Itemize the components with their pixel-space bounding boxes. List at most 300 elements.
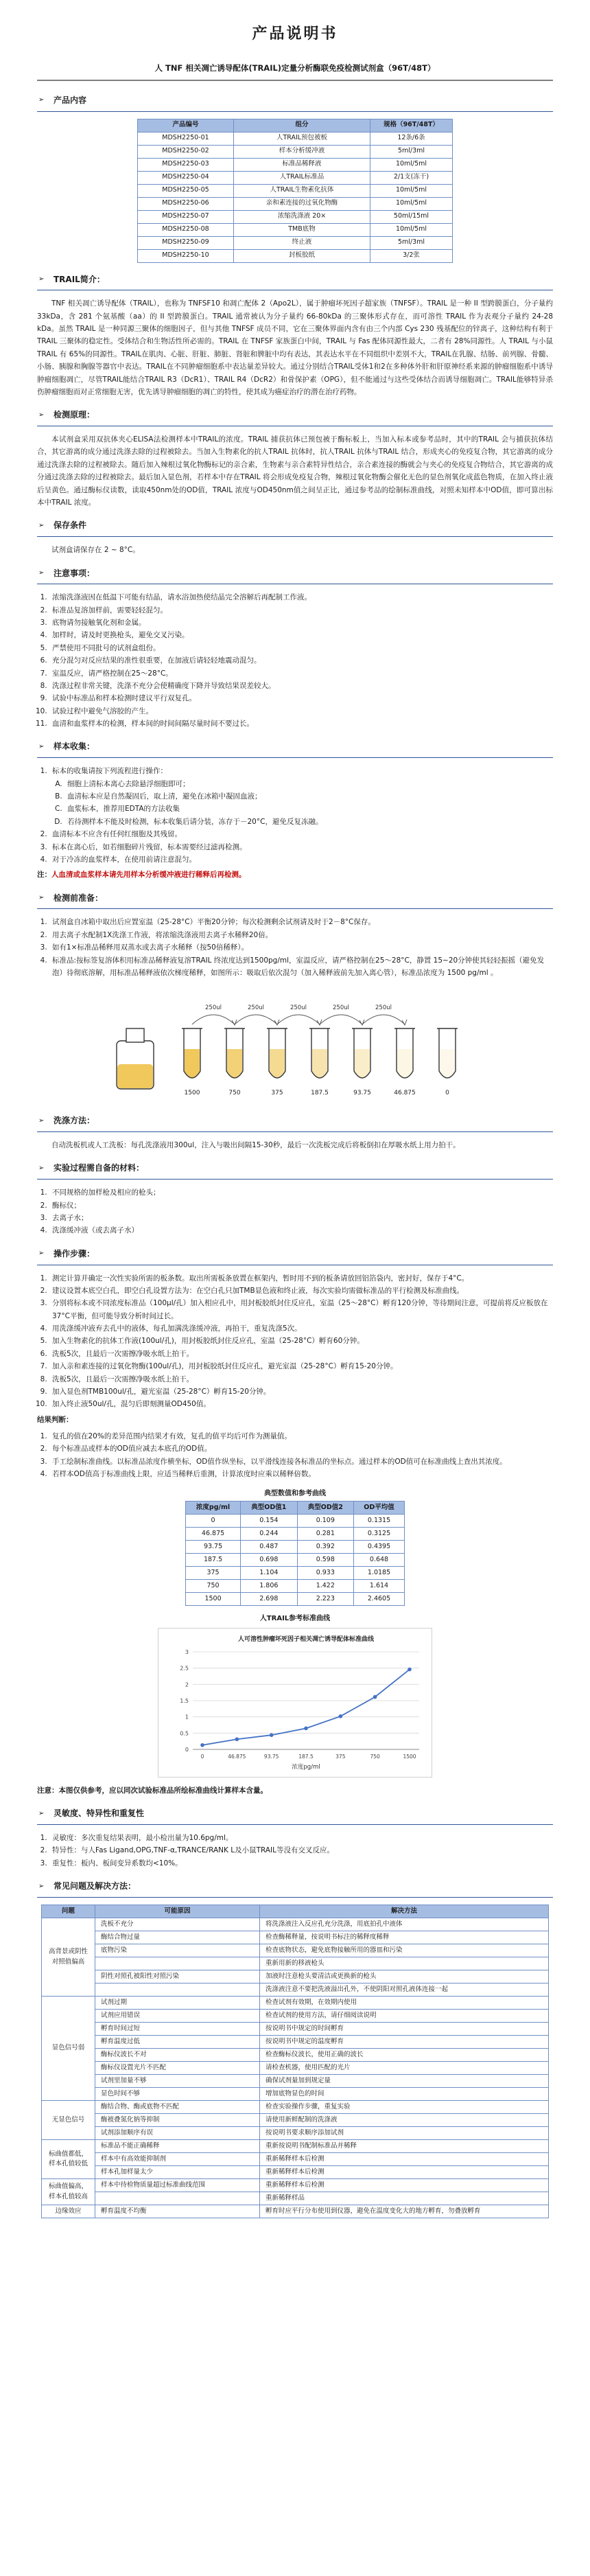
- section-divider: [37, 757, 553, 758]
- solution-cell: 加液时注意枪头要清洁或更换新的枪头: [260, 1970, 549, 1983]
- transfer-volume-label: 250ul: [375, 1004, 392, 1012]
- section-divider: [37, 1179, 553, 1180]
- cause-cell: 孵育时间过短: [95, 2023, 260, 2036]
- y-tick-label: 1.5: [180, 1697, 189, 1704]
- y-tick-label: 2: [185, 1681, 189, 1688]
- table-cell: MDSH2250-10: [138, 249, 234, 262]
- table-cell: 0.281: [297, 1528, 353, 1541]
- performance-list: [49, 1832, 553, 1870]
- solution-cell: 按说明书中规定的时间孵育: [260, 2023, 549, 2036]
- solution-cell: 按说明书要求顺序添加试剂: [260, 2127, 549, 2140]
- table-row: [138, 197, 453, 210]
- section-title: 产品内容: [54, 95, 87, 105]
- list-item: 1. 灵敏度：多次重复结果表明，最小检出量为10.6pg/ml。: [49, 1832, 553, 1844]
- cause-cell: [95, 1983, 260, 1997]
- transfer-volume-label: 250ul: [333, 1004, 349, 1012]
- problem-cell: 无显色信号: [42, 2101, 95, 2140]
- section-title: 保存条件: [54, 520, 87, 531]
- intro-paragraph: TNF 相关凋亡诱导配体（TRAIL），也称为 TNFSF10 和凋亡配体 2（Apo2L），属于肿瘤坏死因子超家族（TNFSF）。TRAIL 是一种 II 型跨膜蛋白，分子量约 33kDa，含 281 个氨基酸（aa）的 II 型跨膜蛋白。TRAIL 通常被认为分子量约 66-80kDa 的三聚体形式存在，而可溶性 TRAIL 作为表观分子量约 24-28 kDa。虽然 TRAIL 是一种同源三聚体的细胞因子，但与其他 TNFSF 成员不同，它在三聚体界面内含有由三个内部 Cys 230 残基配位的锌离子，这种结构有利于 TRAIL 三聚体的稳定性。受体结合和生物活性所必需的。TRAIL 在 TNFSF 家族蛋白中间，TRAIL 与 Fas 配体同源性最大，二者有 28%同源性。人 TRAIL 与小鼠 TRAIL 有 65%的同源性。TRAIL在肌肉、心脏、肝脏、肺脏、肾脏和脾脏中均有表达，其表达水平在不同组织中差别不大，TRAIL在乳腺、结肠、前列腺、骨髓、小肠、胰腺和胸腺等器官中表达。TRAIL在不同肿瘤细胞系中表达量差异较大。通过分别结合TRAIL受体1和2在多种体外肝和肝原神经系来源的肿瘤细胞系中诱导肿瘤细胞凋亡，尽管TRAIL能结合TRAIL R3（DcR1）、TRAIL R4（DcR2）和骨保护素（OPG），但不能通过与这些受体结合而诱导细胞凋亡。TRAIL能够特异杀伤肿瘤细胞而对正常细胞无害，优先诱导肿瘤细胞的凋亡的特性，使其成为癌症治疗的潜在治疗药物。: [37, 299, 553, 396]
- table-cell: 0.933: [297, 1567, 353, 1580]
- table-cell: 0.109: [297, 1515, 353, 1528]
- notes-list: [49, 591, 553, 730]
- tube-concentration-label: 46.875: [394, 1090, 416, 1097]
- table-row: [42, 2153, 549, 2166]
- section-title: 检测前准备：: [54, 893, 104, 903]
- section-title: 实验过程需自备的材料：: [54, 1163, 145, 1173]
- table-row: [42, 1970, 549, 1983]
- list-item: 4. 洗涤缓冲液（或去离子水）: [49, 1224, 553, 1237]
- tube-concentration-label: 1500: [184, 1090, 200, 1097]
- list-item: 3. 标本在离心后，如若细胞碎片残留，标本需要经过滤再检测。: [49, 841, 553, 853]
- data-point: [373, 1694, 377, 1699]
- table-row: [42, 2075, 549, 2088]
- list-item: C. 血浆标本，推荐用EDTA的方法收集: [64, 803, 553, 815]
- cause-cell: 标准品不能正确稀释: [95, 2140, 260, 2153]
- solution-cell: 重新用新的移液枪头: [260, 1957, 549, 1970]
- table-cell: 46.875: [186, 1528, 241, 1541]
- list-item: A. 细胞上清标本离心去除悬浮细胞即可；: [64, 778, 553, 790]
- list-item: 8. 洗涤过程非常关键，洗涤不充分会使精确度下降并导致结果误差较大。: [49, 680, 553, 692]
- chart-note: 注意：本图仅供参考，应以同次试验标准品所绘标准曲线计算样本含量。: [37, 1786, 268, 1795]
- list-item: 3. 手工绘制标准曲线。以标准品浓度作横坐标，OD值作纵坐标，以平滑线连接各标准品的坐标点。通过样本的OD值可在标准曲线上查出其浓度。: [49, 1456, 553, 1468]
- section-title: 注意事项：: [54, 568, 95, 578]
- tube-liquid: [227, 1049, 242, 1078]
- table-row: [138, 145, 453, 158]
- table-cell: 3/2张: [370, 249, 453, 262]
- section-contents: [38, 95, 553, 106]
- column-header: 问题: [42, 1905, 95, 1918]
- x-axis-title: 浓度pg/ml: [292, 1763, 320, 1771]
- table-cell: 人TRAIL标准品: [234, 171, 370, 184]
- steps-list: [49, 1272, 553, 1411]
- chart-title: 人可溶性肿瘤坏死因子相关凋亡诱导配体标准曲线: [237, 1635, 375, 1643]
- troubleshooting-table: [41, 1905, 549, 2218]
- cause-cell: 孵育温度过低: [95, 2036, 260, 2049]
- section-performance: [38, 1808, 553, 1819]
- section-intro: [38, 274, 553, 286]
- list-item: 9. 试验中标准品和样本检测时建议平行双复孔。: [49, 692, 553, 704]
- table-cell: 浓缩洗涤液 20×: [234, 210, 370, 223]
- list-item: 1. 标本的收集请按下列流程进行操作： A. 细胞上清标本离心去除悬浮细胞即可； B. 血清标本应是自然凝固后，取上清，避免在冰箱中凝固血液； C. 血浆标本，推荐用EDTA的方法收集 D. 若待测样本不能及时检测，标本收集后请分装，冻存于－20°C，避免反复冻融。: [49, 765, 553, 828]
- data-point: [270, 1733, 274, 1737]
- x-tick-label: 46.875: [228, 1753, 246, 1760]
- table-cell: 10ml/5ml: [370, 184, 453, 197]
- section-prep: [38, 893, 553, 904]
- solution-cell: 按说明书中规定的温度孵育: [260, 2036, 549, 2049]
- section-materials: [38, 1162, 553, 1174]
- list-item: 1. 复孔的值在20%的差异范围内结果才有效，复孔的值平均后可作为测量值。: [49, 1430, 553, 1442]
- bottle-liquid: [117, 1064, 153, 1088]
- section-arrow-icon: ➢: [38, 1164, 45, 1172]
- section-arrow-icon: ➢: [38, 1250, 45, 1258]
- data-point: [304, 1726, 308, 1730]
- list-item: 1. 不同规格的加样枪及相应的枪头；: [49, 1186, 553, 1199]
- list-item: 3. 重复性：板内、板间变异系数均<10%。: [49, 1857, 553, 1870]
- table-row: [138, 132, 453, 145]
- table-cell: 10ml/5ml: [370, 158, 453, 171]
- cause-cell: 阴性对照孔被阳性对照污染: [95, 1970, 260, 1983]
- y-tick-label: 2.5: [180, 1665, 189, 1672]
- cause-cell: 酶结合物过量: [95, 1931, 260, 1944]
- transfer-volume-label: 250ul: [248, 1004, 264, 1012]
- chart-canvas: [158, 1629, 433, 1773]
- cause-cell: 酶标仪设置光片不匹配: [95, 2062, 260, 2075]
- table-row: [42, 2101, 549, 2114]
- table-row: [138, 210, 453, 223]
- cause-cell: 显色时间不够: [95, 2088, 260, 2101]
- solution-cell: 确保试剂量加到规定量: [260, 2075, 549, 2088]
- table-row: [42, 2205, 549, 2218]
- problem-cell: 标曲值偏高，样本孔值较高: [42, 2179, 95, 2205]
- solution-cell: 请检查机器，使用匹配的光片: [260, 2062, 549, 2075]
- table-row: [42, 2010, 549, 2023]
- cause-cell: 试剂过期: [95, 1997, 260, 2010]
- solution-cell: 检查酶标仪波长，使用正确的波长: [260, 2049, 549, 2062]
- column-header: 产品编号: [138, 119, 234, 132]
- solution-cell: 洗涤液注意不要把洗液溢出孔外，不使阴阳对照孔液体连接一起: [260, 1983, 549, 1997]
- solution-cell: 请使用新鲜配制的洗涤液: [260, 2114, 549, 2127]
- table-cell: 0.4395: [354, 1541, 405, 1554]
- section-divider: [37, 536, 553, 537]
- data-point: [200, 1743, 204, 1747]
- serial-dilution-diagram: [103, 987, 487, 1104]
- section-title: 操作步骤：: [54, 1248, 95, 1258]
- list-item: 2. 酶标仪；: [49, 1199, 553, 1212]
- table-cell: 10ml/5ml: [370, 223, 453, 236]
- list-item: 1. 测定计算并确定一次性实验所需的板条数。取出所需板条放置在框架内，暂时用不到的板条请放回铝箔袋内，密封好，保存于4°C。: [49, 1272, 553, 1285]
- list-item: 7. 室温反应，请严格控制在25～28°C。: [49, 667, 553, 680]
- standard-values-table: [185, 1501, 405, 1606]
- x-tick-label: 750: [370, 1753, 380, 1760]
- table-cell: 375: [186, 1567, 241, 1580]
- column-header: 典型OD值1: [241, 1502, 297, 1515]
- table-cell: 2.4605: [354, 1593, 405, 1606]
- table-cell: 5ml/3ml: [370, 236, 453, 249]
- tube-concentration-label: 375: [271, 1090, 283, 1097]
- section-arrow-icon: ➢: [38, 96, 45, 104]
- table-cell: 0.698: [241, 1554, 297, 1567]
- table-row: [42, 2114, 549, 2127]
- section-steps: [38, 1248, 553, 1260]
- sample-list: [49, 765, 553, 866]
- document-subtitle: 人 TNF 相关凋亡诱导配体(TRAIL)定量分析酶联免疫检测试剂盒（96T/48T）: [37, 61, 553, 81]
- cause-cell: [95, 2192, 260, 2205]
- table-row: [42, 1957, 549, 1970]
- table-cell: 2/1支(冻干): [370, 171, 453, 184]
- table-cell: 1500: [186, 1593, 241, 1606]
- table-cell: 0.392: [297, 1541, 353, 1554]
- section-storage: [38, 520, 553, 531]
- sample-warning: 注：人血清或血浆样本请先用样本分析缓冲液进行稀释后再检测。: [37, 871, 246, 879]
- list-item: D. 若待测样本不能及时检测，标本收集后请分装，冻存于－20°C，避免反复冻融。: [64, 816, 553, 828]
- solution-cell: 增加底物显色的时间: [260, 2088, 549, 2101]
- list-item: 1. 试剂盒自冰箱中取出后应置室温（25-28°C）平衡20分钟；每次检测剩余试剂请及时于2－8°C保存。: [49, 916, 553, 928]
- list-item: 5. 加入生物素化的抗体工作液(100ul/孔)，用封板胶纸封住反应孔，室温（25-28°C）孵育60分钟。: [49, 1335, 553, 1347]
- list-item: 4. 若样本OD值高于标准曲线上限，应适当稀释后重测，计算浓度时应乘以稀释倍数。: [49, 1468, 553, 1480]
- problem-cell: 边缘效应: [42, 2205, 95, 2218]
- table-cell: 人TRAIL预包被板: [234, 132, 370, 145]
- transfer-arrow: [192, 1015, 235, 1024]
- table-row: [186, 1567, 405, 1580]
- table-row: [42, 2023, 549, 2036]
- document-title: 产品说明书: [252, 25, 338, 43]
- section-title: 检测原理：: [54, 410, 95, 420]
- table-cell: MDSH2250-03: [138, 158, 234, 171]
- standard-curve-chart: [158, 1628, 432, 1778]
- solution-cell: 检查试剂有效期，在效期内使用: [260, 1997, 549, 2010]
- cause-cell: [95, 1957, 260, 1970]
- column-header: 规格（96T/48T）: [370, 119, 453, 132]
- solution-cell: 重新稀释样本后检测: [260, 2166, 549, 2179]
- section-sample: [38, 741, 553, 752]
- list-item: 1. 浓缩洗涤液因在低温下可能有结晶，请水浴加热使结晶完全溶解后再配制工作液。: [49, 591, 553, 603]
- cause-cell: 试剂里加量不够: [95, 2075, 260, 2088]
- tube-liquid: [355, 1049, 370, 1078]
- transfer-volume-label: 250ul: [205, 1004, 222, 1012]
- table-cell: 50ml/15ml: [370, 210, 453, 223]
- table-row: [42, 2036, 549, 2049]
- column-header: 典型OD值2: [297, 1502, 353, 1515]
- table-row: [186, 1593, 405, 1606]
- table-row: [138, 223, 453, 236]
- table-cell: 0.648: [354, 1554, 405, 1567]
- table-cell: 750: [186, 1580, 241, 1593]
- cause-cell: 酶标仪波长不对: [95, 2049, 260, 2062]
- table-row: [138, 158, 453, 171]
- section-divider: [37, 1131, 553, 1132]
- table-cell: 12条/6条: [370, 132, 453, 145]
- table-cell: 封板胶纸: [234, 249, 370, 262]
- list-item: 6. 洗板5次，且最后一次需擦净吸水纸上拍干。: [49, 1348, 553, 1360]
- table-cell: MDSH2250-04: [138, 171, 234, 184]
- section-arrow-icon: ➢: [38, 521, 45, 529]
- list-item: 4. 标准品:按标签复溶体积用标准品稀释液复溶TRAIL 终浓度达到1500pg/ml，室温反应，请严格控制在25～28°C，静置 15~20分钟使其轻轻振摇（避免发泡）待彻底溶解，用标准品稀释液依次梯度稀释，如图所示：吸取后依次混匀（加入稀释液前先加入离心管），标准品浓度为 1500 pg/ml 。: [49, 954, 553, 980]
- table-row: [186, 1554, 405, 1567]
- list-item: 4. 用洗涤缓冲液弃去孔中的液体，每孔加满洗涤缓冲液，再拍干，重复洗涤5次。: [49, 1322, 553, 1335]
- solution-cell: 检查试剂的使用方法，请仔细阅读说明: [260, 2010, 549, 2023]
- tube-liquid: [185, 1049, 200, 1078]
- y-tick-label: 0.5: [180, 1729, 189, 1736]
- transfer-arrow: [320, 1015, 362, 1024]
- table-cell: MDSH2250-08: [138, 223, 234, 236]
- table-row: [42, 1918, 549, 1931]
- series-line: [202, 1669, 410, 1745]
- table-row: [138, 171, 453, 184]
- table-row: [42, 2179, 549, 2192]
- x-tick-label: 187.5: [298, 1753, 314, 1760]
- table-row: [186, 1515, 405, 1528]
- table-row: [42, 2166, 549, 2179]
- list-item: 4. 加样时，请及时更换枪头，避免交叉污染。: [49, 629, 553, 641]
- table-cell: 1.806: [241, 1580, 297, 1593]
- section-arrow-icon: ➢: [38, 1116, 45, 1125]
- prep-list: [49, 916, 553, 979]
- tube-concentration-label: 93.75: [353, 1090, 371, 1097]
- cause-cell: 孵育温度不均衡: [95, 2205, 260, 2218]
- table-cell: 1.614: [354, 1580, 405, 1593]
- list-item: 5. 严禁使用不同批号的试剂盒组份。: [49, 642, 553, 654]
- tube-liquid: [440, 1049, 455, 1078]
- data-point: [235, 1737, 239, 1741]
- y-tick-label: 3: [185, 1648, 189, 1655]
- solution-cell: 重新稀释样本后检测: [260, 2179, 549, 2192]
- solution-cell: 检查实验操作步骤，重复实验: [260, 2101, 549, 2114]
- bottle-neck: [126, 1028, 144, 1042]
- list-item: 10. 试验过程中避免气溶胶的产生。: [49, 705, 553, 717]
- table-cell: 标准品稀释液: [234, 158, 370, 171]
- cause-cell: 样本中待检物质量超过标准曲线范围: [95, 2179, 260, 2192]
- table-cell: 0.244: [241, 1528, 297, 1541]
- table-cell: 2.223: [297, 1593, 353, 1606]
- table-row: [42, 2062, 549, 2075]
- table-row: [42, 1983, 549, 1997]
- table-cell: 93.75: [186, 1541, 241, 1554]
- cause-cell: 酶结合物、酶或底物不匹配: [95, 2101, 260, 2114]
- table-cell: 0.598: [297, 1554, 353, 1567]
- x-tick-label: 375: [335, 1753, 346, 1760]
- contents-table: [137, 119, 453, 263]
- table-cell: 0.1315: [354, 1515, 405, 1528]
- tube-concentration-label: 750: [228, 1090, 241, 1097]
- table-cell: 0: [186, 1515, 241, 1528]
- result-heading: 结果判断：: [37, 1415, 73, 1424]
- principle-paragraph: 本试剂盒采用双抗体夹心ELISA法检测样本中TRAIL的浓度。TRAIL 捕获抗体已预包被于酶标板上，当加入标本或参考品时，其中的TRAIL 会与捕获抗体结合，其它游离的成分通过洗涤去除的过程被除去。当加入生物素化的抗人TRAIL 抗体时，抗人TRAIL 抗体与TRAIL 结合，形成夹心的免疫复合物，其它游离的成分通过洗涤去除的过程被除去。随后加入辣根过氧化物酶标记的亲合素，生物素与亲合素特异性结合，亲合素连接的酶就会与夹心的免疫复合物结合，其它游离的成分通过洗涤去除的过程被除去。最后加入显色剂，若样本中存在TRAIL 将会形成免疫复合物，辣根过氧化物酶会催化无色的显色剂氧化成蓝色物质，在加入终止液后呈黄色。通过酶标仪读数，读取450nm处的OD值，TRAIL 浓度与OD450nm值之间呈正比，通过参考品的绘制标准曲线，对照未知样本中OD值，即可算出标本中TRAIL 浓度。: [37, 435, 553, 507]
- table-row: [42, 1997, 549, 2010]
- data-point: [339, 1714, 343, 1718]
- list-item: 11. 血清和血浆样本的检测，样本间的时间间隔尽量时间不要过长。: [49, 717, 553, 730]
- table-cell: 5ml/3ml: [370, 145, 453, 158]
- problem-cell: 显色信号弱: [42, 1997, 95, 2101]
- wash-text: 自动洗板机或人工洗板：每孔洗涤液用300ul，注入与吸出间隔15-30秒，最后一次洗板完成后将板倒扣在厚吸水纸上用力拍干。: [51, 1141, 460, 1150]
- section-title: 样本收集：: [54, 741, 95, 752]
- cause-cell: 底物污染: [95, 1944, 260, 1957]
- materials-list: [49, 1186, 553, 1237]
- table-cell: 2.698: [241, 1593, 297, 1606]
- table-cell: MDSH2250-05: [138, 184, 234, 197]
- solution-cell: 检查底物状态，避免底物接触所用的器皿和污染: [260, 1944, 549, 1957]
- table-row: [138, 249, 453, 262]
- table-cell: 10ml/5ml: [370, 197, 453, 210]
- table-cell: 1.0185: [354, 1567, 405, 1580]
- section-arrow-icon: ➢: [38, 568, 45, 577]
- section-arrow-icon: ➢: [38, 275, 45, 283]
- x-tick-label: 93.75: [263, 1753, 279, 1760]
- section-title: 灵敏度、特异性和重复性: [54, 1808, 145, 1819]
- list-item: 2. 用去离子水配制1X洗涤工作液，将浓缩洗涤液用去离子水稀释20倍。: [49, 929, 553, 941]
- standard-table-caption: 典型数值和参考曲线: [264, 1489, 326, 1497]
- table-cell: MDSH2250-09: [138, 236, 234, 249]
- section-divider: [37, 1897, 553, 1898]
- section-notes: [38, 568, 553, 579]
- table-cell: TMB底物: [234, 223, 370, 236]
- table-row: [42, 1931, 549, 1944]
- section-title: TRAIL简介：: [54, 274, 105, 284]
- list-item: 9. 加入显色剂TMB100ul/孔，避光室温（25-28°C）孵育15-20分钟。: [49, 1385, 553, 1398]
- list-item: 10. 加入终止液50ul/孔，混匀后即刻测量OD450值。: [49, 1398, 553, 1410]
- transfer-arrow: [277, 1015, 320, 1024]
- list-item: 2. 特异性：与人Fas Ligand,OPG,TNF-α,TRANCE/RANK L及小鼠TRAIL等没有交叉反应。: [49, 1844, 553, 1856]
- y-tick-label: 1: [185, 1714, 189, 1721]
- table-cell: MDSH2250-07: [138, 210, 234, 223]
- table-row: [186, 1528, 405, 1541]
- chart-caption: 人TRAIL参考标准曲线: [259, 1615, 331, 1623]
- list-item: 3. 去离子水；: [49, 1212, 553, 1224]
- list-item: 3. 如有1×标准品稀释用双蒸水或去离子水稀释（按50倍稀释）。: [49, 941, 553, 954]
- section-title: 常见问题及解决方法：: [54, 1881, 137, 1891]
- list-item: 8. 洗板5次，且最后一次需擦净吸水纸上拍干。: [49, 1373, 553, 1385]
- table-cell: 1.104: [241, 1567, 297, 1580]
- cause-cell: 洗板不充分: [95, 1918, 260, 1931]
- list-item: 6. 充分混匀对反应结果的准性很重要，在加液后请轻轻地震动混匀。: [49, 654, 553, 667]
- result-list: [49, 1430, 553, 1481]
- table-cell: MDSH2250-06: [138, 197, 234, 210]
- table-cell: 0.3125: [354, 1528, 405, 1541]
- cause-cell: 样本中有高效能抑制剂: [95, 2153, 260, 2166]
- section-principle: [38, 409, 553, 421]
- problem-cell: 标曲值都低，样本孔值较低: [42, 2140, 95, 2179]
- column-header: 可能原因: [95, 1905, 260, 1918]
- table-cell: MDSH2250-01: [138, 132, 234, 145]
- table-cell: 0.487: [241, 1541, 297, 1554]
- section-divider: [37, 908, 553, 909]
- list-item: 4. 对于冷冻的血浆样本，在使用前请注意混匀。: [49, 853, 553, 866]
- transfer-arrow: [235, 1015, 277, 1024]
- list-item: 2. 建议设置本底空白孔，即空白孔设置方法为：在空白孔只加TMB显色液和终止液，每次实验均需做标准品的平行检测及标准曲线。: [49, 1285, 553, 1297]
- storage-text: 试剂盒请保存在 2 ~ 8°C。: [51, 546, 140, 555]
- table-row: [138, 184, 453, 197]
- list-item: 3. 底物请勿接触氧化剂和金属。: [49, 617, 553, 629]
- table-cell: 样本分析缓冲液: [234, 145, 370, 158]
- solution-cell: 孵育时应平行分布使用到仪器，避免在温度变化大的地方孵育，勿叠放孵育: [260, 2205, 549, 2218]
- table-cell: 亲和素连接的过氧化物酶: [234, 197, 370, 210]
- sample-sublist: [64, 778, 553, 829]
- section-troubleshooting: [38, 1881, 553, 1892]
- column-header: 解决方法: [260, 1905, 549, 1918]
- table-cell: 人TRAIL生物素化抗体: [234, 184, 370, 197]
- column-header: 组分: [234, 119, 370, 132]
- table-row: [42, 2140, 549, 2153]
- table-row: [42, 2049, 549, 2062]
- y-tick-label: 0: [185, 1746, 189, 1753]
- table-row: [186, 1580, 405, 1593]
- cause-cell: 试剂添加顺序有误: [95, 2127, 260, 2140]
- table-row: [138, 236, 453, 249]
- solution-cell: 重新稀释样品: [260, 2192, 549, 2205]
- column-header: 浓度pg/ml: [186, 1502, 241, 1515]
- section-divider: [37, 111, 553, 112]
- section-divider: [37, 1824, 553, 1825]
- table-row: [42, 2127, 549, 2140]
- section-wash: [38, 1115, 553, 1127]
- transfer-volume-label: 250ul: [290, 1004, 307, 1012]
- list-item: 3. 分别将标本或不同浓度标准品（100μl/孔）加入相应孔中，用封板胶纸封住反应孔，室温（25～28°C）孵育120分钟，等待期间注意，可提前将反应板放在37°C平衡，但可能导致分析时间过长。: [49, 1297, 553, 1322]
- list-item: 2. 标准品复溶加样前，需要轻轻混匀。: [49, 604, 553, 617]
- problem-cell: 高背景或阴性对照值偏高: [42, 1918, 95, 1997]
- table-cell: 0.154: [241, 1515, 297, 1528]
- table-row: [186, 1541, 405, 1554]
- section-arrow-icon: ➢: [38, 411, 45, 419]
- solution-cell: 重新稀释样本后检测: [260, 2153, 549, 2166]
- cause-cell: 试剂应用错误: [95, 2010, 260, 2023]
- section-arrow-icon: ➢: [38, 742, 45, 750]
- list-item: 2. 每个标准品或样本的OD值应减去本底孔的OD值。: [49, 1442, 553, 1455]
- list-item: 7. 加入亲和素连接的过氧化物酶(100ul/孔)，用封板胶纸封住反应孔，避光室温（25-28°C）孵育15-20分钟。: [49, 1360, 553, 1372]
- column-header: OD平均值: [354, 1502, 405, 1515]
- solution-cell: 检查酶稀释量，按说明书标注的稀释度稀释: [260, 1931, 549, 1944]
- table-cell: 终止液: [234, 236, 370, 249]
- section-arrow-icon: ➢: [38, 1882, 45, 1890]
- list-item: B. 血清标本应是自然凝固后，取上清，避免在冰箱中凝固血液；: [64, 790, 553, 803]
